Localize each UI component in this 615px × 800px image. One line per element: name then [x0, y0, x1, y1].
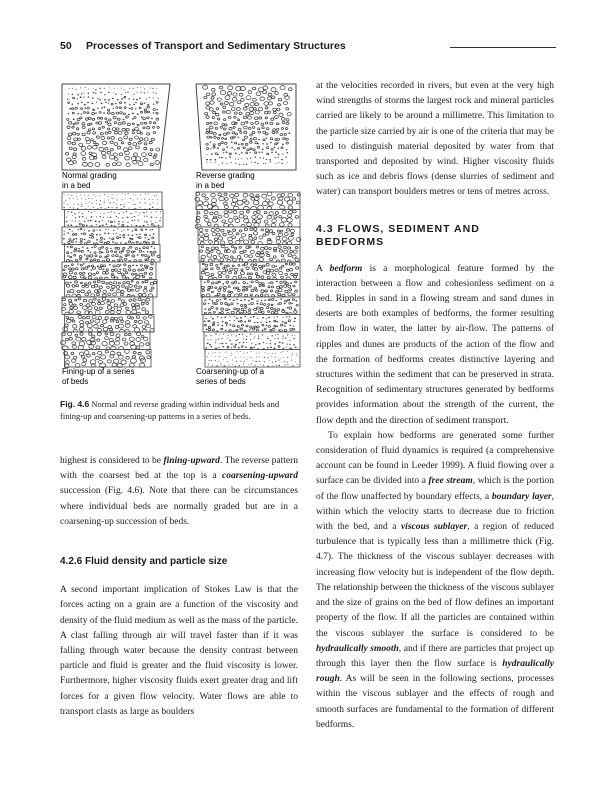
text: A — [316, 263, 330, 274]
paragraph — [316, 429, 554, 733]
paragraph: A second important implication of Stokes Law is that the forces acting on a grain are a function of the viscosity and density of the fluid medium as well as the mass of the particle. A clast falling through air will travel faster than if it was falling through water because the density contrast between particle and fluid is greater and the fluid viscosity is lower. Furthermore, higher viscosity fluids exert greater drag and lift forces for a given flow velocity. Water flows are able to transport clasts as large as boulders — [60, 585, 298, 717]
heading-line: BEDFORMS — [316, 236, 385, 249]
text: , and if there are particles that project up through this layer then the flow surface is — [316, 643, 555, 669]
reverse-grading-label-line2: in a bed — [196, 181, 225, 190]
paragraph — [60, 454, 298, 530]
right-column — [316, 79, 554, 733]
key-term: bedform — [329, 263, 363, 274]
heading-line: 4.3 FLOWS, SEDIMENT AND — [316, 222, 480, 235]
text: , which is the portion of the flow unaffected by boundary effects, a — [316, 476, 554, 502]
coarsening-up-label: Coarsening-up of a — [196, 367, 265, 376]
paragraph — [316, 262, 554, 429]
section-heading — [316, 223, 554, 250]
header-rule — [450, 47, 556, 48]
text: . The reverse pattern with the coarsest bed at the top is a — [60, 456, 298, 482]
fining-up-label-line2: of beds — [62, 377, 89, 386]
page-number: 50 — [60, 40, 72, 52]
key-term: free stream — [428, 476, 473, 487]
key-term: boundary layer — [491, 491, 552, 502]
coarsening-up-label-line2: series of beds — [196, 377, 246, 386]
fining-up-label: Fining-up of a series — [62, 367, 135, 376]
figure-number: Fig. 4.6 — [60, 399, 90, 409]
key-term: hydraulically rough — [316, 658, 554, 685]
text: , a region of reduced turbulence that is typically less than a millimetre thick (Fig. 4.7). The thickness of the viscous sublayer decreases with increasing flow velocity but is independent of the flow depth. The relationship between the thickness of the viscous sublayer and the size of grains on the bed of flow defines an important property of the flow. If all the particles are contained within the viscous sublayer the surface is considered to be — [316, 522, 555, 639]
normal-grading-label-line2: in a bed — [62, 181, 91, 190]
running-header — [60, 40, 556, 56]
text: highest is considered to be — [60, 456, 164, 466]
text: , within which the velocity starts to decrease due to friction with the bed, and a — [316, 491, 554, 533]
key-term: viscous sublayer — [400, 522, 468, 533]
text: . As will be seen in the following sections, processes within the viscous sublayer and the effects of rough and smooth surfaces are fundamental to the formation of different bedforms. — [316, 674, 554, 730]
reverse-grading-bed — [196, 84, 296, 170]
text: is a morphological feature formed by the interaction between a flow and cohesionless sediment on a bed. Ripples in sand in a flowing stream and sand dunes in deserts are both examples of bedforms, the former resulting from flow in water, the latter by air-flow. The patterns of ripples and dunes are products of the action of the flow and the formation of bedforms creates distinctive layering and structures within the sediment that can be preserved in strata. Recognition of sedimentary structures generated by bedforms provides information about the strength of the current, the flow depth and the direction of sediment transport. — [316, 263, 554, 426]
paragraph: at the velocities recorded in rivers, but even at the very high wind strengths of storms the largest rock and mineral particles carried are likely to be around a millimetre. This limitation to the particle size carried by air is one of the criteria that may be used to distinguish material deposited by water from that transported and deposited by wind. Higher viscosity fluids such as ice and debris flows (dense slurries of sediment and water) can transport boulders metres or tens of metres across. — [316, 81, 554, 198]
text: To explain how bedforms are generated some further consideration of fluid dynamics is required (a comprehensive account can be found in Leeder 1999). A fluid flowing over a surface can be divided into a — [316, 430, 554, 487]
figure-caption — [60, 398, 300, 422]
coarsening-up-series — [195, 192, 301, 367]
grading-figure — [60, 78, 310, 394]
normal-grading-bed — [62, 84, 170, 170]
key-term: fining-upward — [163, 456, 220, 466]
fining-up-series — [61, 192, 163, 368]
text: succession (Fig. 4.6). Note that there can be circumstances where individual beds are normally graded but are in a coarsening-up succession of beds. — [60, 486, 298, 527]
figure-caption-text: Normal and reverse grading within individual beds and fining-up and coarsening-up patterns in a series of beds. — [60, 399, 280, 421]
reverse-grading-label: Reverse grading — [196, 171, 255, 180]
normal-grading-label: Normal grading — [62, 171, 117, 180]
section-heading: 4.2.6 Fluid density and particle size — [60, 556, 228, 568]
left-column — [60, 454, 298, 720]
key-term: hydraulically smooth — [316, 643, 399, 654]
running-title: Processes of Transport and Sedimentary Structures — [86, 40, 346, 52]
key-term: coarsening-upward — [221, 471, 298, 482]
